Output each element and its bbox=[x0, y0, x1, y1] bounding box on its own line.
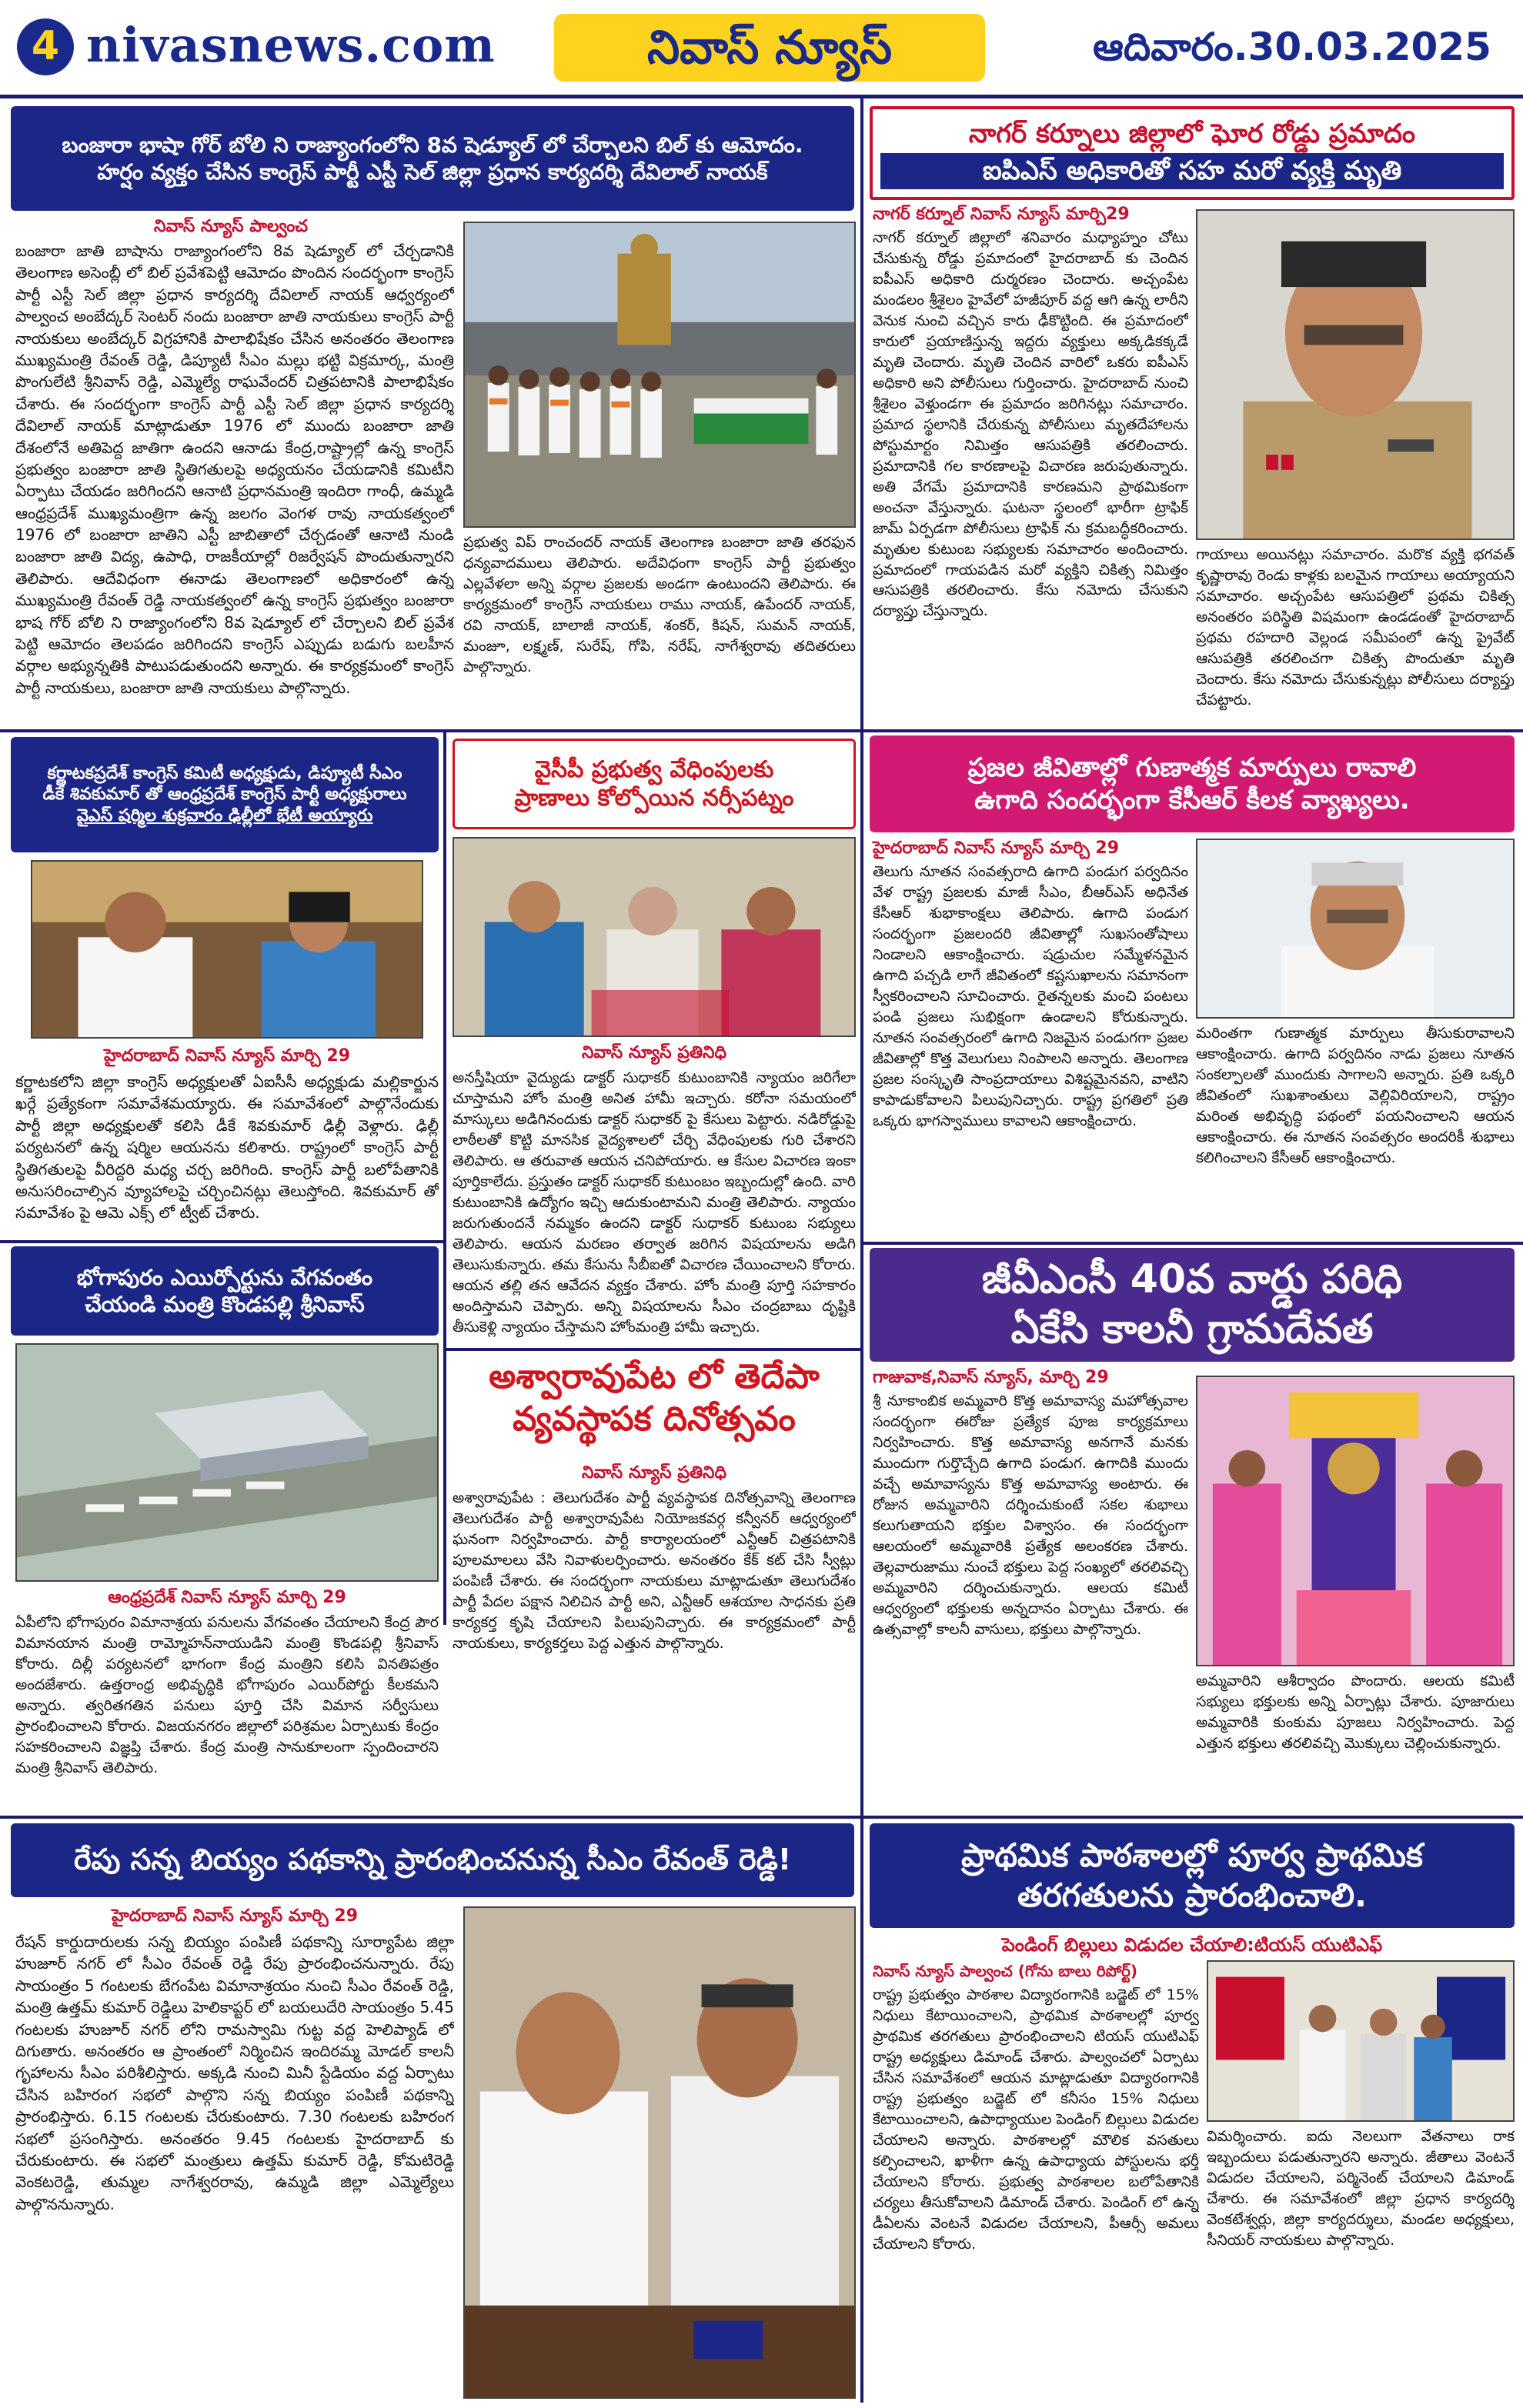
kcr-dateline: హైదరాబాద్ నివాస్ న్యూస్ మార్చి 29 bbox=[873, 839, 1120, 858]
karnataka-photo bbox=[31, 860, 423, 1039]
row-divider bbox=[446, 1348, 860, 1351]
aswaraopeta-headline-line1: అశ్వారావుపేట లో తెదేపా bbox=[489, 1357, 820, 1396]
kcr-headline-line1: ప్రజల జీవితాల్లో గుణాత్మక మార్పులు రావాలి bbox=[967, 752, 1417, 783]
aswaraopeta-body: అశ్వారావుపేట : తెలుగుదేశం పార్టీ వ్యవస్థాపక దినోత్సవాన్ని తెలంగాణ తెలుగుదేశం పార్టీ అశ్వారావుపేట నియోజకవర్గ కన్వీనర్ ఆధ్వర్యంలో ఘనంగా నిర్వహించారు. పార్టీ కార్యాలయంలో ఎన్టీఆర్ చిత్రపటానికి పూలమాలలు వేసి నివాళులర్పించారు. అనంతరం కేక్ కట్ చేసి స్వీట్లు పంపిణీ చేశారు. ఈ సందర్భంగా నాయకులు మాట్లాడుతూ తెలుగుదేశం పార్టీ పేదల పక్షాన నిలిచిన పార్టీ అని, ఎన్టీఆర్ ఆశయాల సాధనకు ప్రతి కార్యకర్త కృషి చేయాలని పిలుపునిచ్చారు. ఈ కార్యక్రమంలో పార్టీ నాయకులు, కార్యకర్తలు పెద్ద ఎత్తున పాల్గొన్నారు. bbox=[453, 1489, 856, 1652]
accident-photo bbox=[1196, 209, 1515, 540]
ghmc-headline bbox=[870, 1248, 1515, 1362]
ysrcp-headline bbox=[453, 739, 856, 829]
ghmc-body: శ్రీ నూకాంబిక అమ్మవారి కొత్త అమావాస్య మహోత్సవాల సందర్భంగా ఈరోజు ప్రత్యేక పూజ కార్యక్రమాలు నిర్వహించారు. కొత్త అమావాస్య అనగానే మనకు ముందుగా గుర్తొచ్చేది ఉగాది పండుగ. ఉగాదికి ముందు వచ్చే అమావాస్యను కొత్త అమావాస్య అంటారు. ఈ రోజున అమ్మవారిని దర్శించుకుంటే సకల శుభాలు కలుగుతాయని భక్తుల విశ్వాసం. ఈ సందర్భంగా ఆలయంలో అమ్మవారికి ప్రత్యేక అలంకరణ చేశారు. తెల్లవారుజాము నుంచే భక్తులు పెద్ద సంఖ్యలో తరలివచ్చి అమ్మవారిని దర్శించుకున్నారు. ఆలయ కమిటీ ఆధ్వర్యంలో భక్తులకు అన్నదానం ఏర్పాటు చేశారు. ఈ ఉత్సవాల్లో కాలనీ వాసులు, భక్తులు పాల్గొన్నారు. bbox=[873, 1392, 1188, 1638]
schools-headline-line2: తరగతులను ప్రారంభించాలి. bbox=[1017, 1876, 1367, 1914]
statue-group-image bbox=[465, 223, 854, 526]
page-number: 4 bbox=[17, 18, 74, 75]
karnataka-headline-line3: వైఎస్ షర్మిల శుక్రవారం ఢిల్లీలో భేటీ అయ్యారు bbox=[76, 805, 373, 825]
cm-revanth-image bbox=[465, 1908, 854, 2397]
bhogapuram-headline-line1: భోగాపురం ఎయిర్పోర్టును వేగవంతం bbox=[76, 1265, 373, 1290]
banjara-headline bbox=[11, 106, 854, 211]
schools-body: రాష్ట్ర ప్రభుత్వం పాఠశాల విద్యారంగానికి బడ్జెట్ లో 15% నిధులు కేటాయించాలని, ప్రాథమిక పాఠశాలల్లో పూర్వ ప్రాథమిక తరగతులు ప్రారంభించాలని టియస్ యుటిఎఫ్ రాష్ట్ర అధ్యక్షులు డిమాండ్ చేశారు. పాల్వంచలో ఏర్పాటు చేసిన సమావేశంలో ఆయన మాట్లాడుతూ విద్యారంగానికి రాష్ట్ర ప్రభుత్వం బడ్జెట్ లో కనీసం 15% నిధులు కేటాయించాలని, ఉపాధ్యాయుల పెండింగ్ బిల్లులు విడుదల చేయాలని అన్నారు. పాఠశాలల్లో మౌలిక వసతులు కల్పించాలని, ఖాళీగా ఉన్న ఉపాధ్యాయ పోస్టులను భర్తీ చేయాలని కోరారు. ప్రభుత్వ పాఠశాలల బలోపేతానికి చర్యలు తీసుకోవాలని డిమాండ్ చేశారు. పెండింగ్ లో ఉన్న డీఏలను వెంటనే విడుదల చేయాలని, పీఆర్సీ అమలు చేయాలని కోరారు. bbox=[873, 1986, 1199, 2253]
accident-body: నాగర్ కర్నూల్ జిల్లాలో శనివారం మధ్యాహ్నం చోటు చేసుకున్న రోడ్డు ప్రమాదంలో హైదరాబాద్ కు చెందిన ఐపీఎస్ అధికారి దుర్మరణం చెందారు. అచ్చంపేట మండలం శ్రీశైలం హైవేలో హజీపూర్ వద్ద ఆగి ఉన్న లారీని వెనుక నుంచి వచ్చిన కారు ఢీకొట్టింది. ఈ ప్రమాదంలో కారులో ప్రయాణిస్తున్న ఇద్దరు వ్యక్తులు అక్కడికక్కడే మృతి చెందారు. మృతి చెందిన వారిలో ఒకరు ఐపీఎస్ అధికారి అని పోలీసులు గుర్తించారు. హైదరాబాద్ నుంచి శ్రీశైలం వెళ్తుండగా ఈ ప్రమాదం జరిగినట్లు సమాచారం. ప్రమాద స్థలానికి చేరుకున్న పోలీసులు మృతదేహాలను పోస్టుమార్టం నిమిత్తం ఆసుపత్రికి తరలించారు. ప్రమాదానికి గల కారణాలపై విచారణ జరుపుతున్నారు. అతి వేగమే ప్రమాదానికి కారణమని ప్రాథమికంగా అంచనా వేస్తున్నారు. ఘటనా స్థలంలో భారీగా ట్రాఫిక్ జామ్ ఏర్పడగా పోలీసులు ట్రాఫిక్ ను క్రమబద్ధీకరించారు. మృతుల కుటుంబ సభ్యులకు సమాచారం అందించారు. ప్రమాదంలో గాయపడిన మరో వ్యక్తిని చికిత్స నిమిత్తం ఆసుపత్రికి తరలించారు. కేసు నమోదు చేసుకుని దర్యాప్తు చేస్తున్నారు. bbox=[873, 229, 1188, 620]
airport-image bbox=[17, 1345, 437, 1580]
bhogapuram-body: ఏపీలోని భోగాపురం విమానాశ్రయ పనులను వేగవంతం చేయాలని కేంద్ర పౌర విమానయాన మంత్రి రామ్మోహన్‌నాయుడిని మంత్రి కొండపల్లి శ్రీనివాస్ కోరారు. దిల్లీ పర్యటనలో భాగంగా కేంద్ర మంత్రిని కలిసి వినతిపత్రం అందజేశారు. ఉత్తరాంధ్ర అభివృద్ధికి భోగాపురం ఎయిర్‌పోర్టు కీలకమని అన్నారు. త్వరితగతిన పనులు పూర్తి చేసి విమాన సర్వీసులు ప్రారంభించాలని కోరారు. విజయనగరం జిల్లాలో పరిశ్రమల ఏర్పాటుకు కేంద్రం సహకరించాలని విజ్ఞప్తి చేశారు. కేంద్ర మంత్రి సానుకూలంగా స్పందించారని మంత్రి శ్రీనివాస్ తెలిపారు. bbox=[15, 1614, 439, 1776]
bhogapuram-headline bbox=[11, 1246, 439, 1336]
accident-headline-line2: ఐపిఎస్ అధికారితో సహ మరో వ్యక్తి మృతి bbox=[880, 153, 1504, 189]
banjara-dateline: నివాస్ న్యూస్ పాల్వంచ bbox=[154, 217, 308, 236]
bhogapuram-headline-line2: చేయండి మంత్రి కొండపల్లి శ్రీనివాస్ bbox=[85, 1292, 365, 1317]
schools-subheadline: పెండింగ్ బిల్లులు విడుదల చేయాలి:టియస్ యుటిఎఫ్ bbox=[1001, 1934, 1383, 1956]
schools-dateline: నివాస్ న్యూస్ పాల్వంచ (గోను బాలు రిపోర్ట్) bbox=[873, 1962, 1137, 1980]
accident-caption: గాయాలు అయినట్లు సమాచారం. మరొక వ్యక్తి భగవత్ కృష్ణారావు రెండు కాళ్లకు బలమైన గాయాలు అయ్యాయని సమాచారం. అచ్చంపేట ఆసుపత్రిలో ప్రథమ చికిత్స అనంతరం పరిస్థితి విషమంగా ఉండడంతో హైదరాబాద్ ప్రథమ రహదారి వెల్లండ సమీపంలో ఉన్న ప్రైవేట్ ఆసుపత్రికి తరలించగా చికిత్స పొందుతూ మృతి చెందారు. కేసు నమోదు చేసుకున్నట్లు పోలీసులు దర్యాప్తు చేపట్టారు. bbox=[1196, 546, 1515, 709]
row-divider bbox=[863, 1242, 1523, 1245]
karnataka-headline bbox=[11, 737, 439, 852]
revanth-dateline: హైదరాబాద్ నివాస్ న్యూస్ మార్చి 29 bbox=[111, 1906, 359, 1926]
temple-goddess-image bbox=[1197, 1377, 1513, 1665]
kcr-caption: మరింతగా గుణాత్మక మార్పులు తీసుకురావాలని ఆకాంక్షించారు. ఉగాది పర్వదినం నాడు ప్రజలు నూతన సంకల్పాలతో ముందుకు సాగాలని అన్నారు. ప్రతి ఒక్కరి జీవితంలో సుఖశాంతులు వెల్లివిరియాలని, రాష్ట్రం మరింత అభివృద్ధి పథంలో పయనించాలని ఆయన ఆకాంక్షించారు. ఈ నూతన సంవత్సరం అందరికీ శుభాలు కలిగించాలని కేసీఆర్ ఆకాంక్షించారు. bbox=[1196, 1025, 1515, 1166]
utf-meeting-image bbox=[1208, 1962, 1513, 2120]
kcr-headline-line2: ఉగాది సందర్భంగా కేసీఆర్ కీలక వ్యాఖ్యలు. bbox=[974, 785, 1410, 815]
karnataka-dateline: హైదరాబాద్ నివాస్ న్యూస్ మార్చి 29 bbox=[103, 1046, 351, 1066]
accident-dateline: నాగర్ కర్నూల్ నివాస్ న్యూస్ మార్చి29 bbox=[873, 205, 1130, 224]
banjara-caption: ప్రభుత్వ విప్ రాంచందర్ నాయక్ తెలంగాణ బంజారా జాతి తరఫున ధన్యవాదములు తెలిపారు. అదేవిధంగా కాంగ్రెస్ పార్టీ ప్రభుత్వం ఎల్లవేళలా అన్ని వర్గాల ప్రజలకు అండగా ఉంటుందని తెలిపారు. ఈ కార్యక్రమంలో కాంగ్రెస్ నాయకులు రాము నాయక్, ఉపేందర్ నాయక్, రవి నాయక్, బాలాజీ నాయక్, శంకర్, కిషన్, సుమన్ నాయక్, మంజూ, లక్ష్మణ్, సురేష్, గోపి, నరేష్, నాగేశ్వరావు తదితరులు పాల్గొన్నారు. bbox=[463, 534, 856, 675]
ysrcp-headline-line2: ప్రాణాలు కోల్పోయిన నర్సీపట్నం bbox=[514, 785, 794, 812]
schools-headline bbox=[870, 1823, 1515, 1928]
aswaraopeta-headline-line2: వ్యవస్థాపక దినోత్సవం bbox=[513, 1399, 796, 1439]
banjara-headline-line1: బంజారా భాషా గోర్ బోలి ని రాజ్యాంగంలోని 8వ షెడ్యూల్ లో చేర్చాలని బిల్ కు ఆమోదం. bbox=[62, 132, 803, 158]
kcr-image bbox=[1197, 840, 1513, 1017]
banjara-body: బంజారా జాతి బాషాను రాజ్యాంగంలోని 8వ షెడ్యూల్ లో చేర్చడానికి తెలంగాణ అసెంబ్లీ లో బిల్ ప్రవేశపెట్టి ఆమోదం పొందిన సందర్భంగా కాంగ్రెస్ పార్టీ ఎస్టీ సెల్ జిల్లా ప్రధాన కార్యదర్శి దేవిలాల్ నాయక్ ఆధ్వర్యంలో పాల్వంచ అంబేద్కర్ సెంటర్ నందు బంజారా జాతి నాయకులు కాంగ్రెస్ పార్టీ నాయకులు అంబేద్కర్ విగ్రహానికి పాలాభిషేకం చేసిన అనంతరం తెలంగాణ ముఖ్యమంత్రి రేవంత్ రెడ్డి, డిప్యూటీ సీఎం మల్లు భట్టి విక్రమార్క, మంత్రి పొంగులేటి శ్రీనివాస్ రెడ్డి, ఎమ్మెల్యే రాఘవేందర్ చిత్రపటానికి పాలాభిషేకం చేశారు. ఈ సందర్భంగా కాంగ్రెస్ పార్టీ ఎస్టీ సెల్ జిల్లా ప్రధాన కార్యదర్శి దేవిలాల్ నాయక్ మాట్లాడుతూ 1976 లో ముందు బంజారా జాతి దేశంలోనే అతిపెద్ద జాతిగా ఉందని ఆనాడు కేంద్ర,రాష్ట్రాల్లో ఉన్న కాంగ్రెస్ ప్రభుత్వం బంజారా జాతి స్థితిగతులపై అధ్యయనం చేయడానికి కమిటీని ఏర్పాటు చేయడం జరిగిందని ఆనాటి ప్రధానమంత్రి ఇందిరా గాంధీ, ఉమ్మడి ఆంధ్రప్రదేశ్ ముఖ్యమంత్రిగా ఉన్న జలగం వెంగళ రావు నాయకత్వంలో 1976 లో బంజారా జాతిని ఎస్టీ జాబితాలో చేర్చడంతో ఆనాటి నుండి బంజారా జాతి విద్య, ఉపాధి, రాజకీయాల్లో రిజర్వేషన్ పొందుతున్నారని తెలిపారు. ఆదేవిధంగా ఈనాడు తెలంగాణలో అధికారంలో ఉన్న ముఖ్యమంత్రి రేవంత్ రెడ్డి నాయకత్వంలో ఉన్న కాంగ్రెస్ ప్రభుత్వం బంజారా భాష గోర్ బోలి ని రాజ్యాంగంలోని 8వ షెడ్యూల్ లో చేర్చాలని బిల్ ప్రవేశ పెట్టి ఆమోదం తెలపడం జరిగిందని కాంగ్రెస్ ఎప్పుడు బడుగు బలహీన వర్గాల అభ్యున్నతికి పాటుపడుతుందని అన్నారు. ఈ కార్యక్రమంలో కాంగ్రెస్ పార్టీ నాయకులు, బంజారా జాతి నాయకులు పాల్గొన్నారు. bbox=[15, 242, 454, 697]
ysrcp-body: అనస్తీషియా వైద్యుడు డాక్టర్ సుధాకర్ కుటుంబానికి న్యాయం జరిగేలా చూస్తామని హోం మంత్రి అనిత హామీ ఇచ్చారు. కరోనా సమయంలో మాస్కులు అడిగినందుకు డాక్టర్ సుధాకర్ పై కేసులు పెట్టారు. నడిరోడ్డుపై లాఠీలతో కొట్టి మానసిక వైద్యశాలలో చేర్చి వేధింపులకు గురి చేశారని తెలిపారు. ఆ తరువాత ఆయన చనిపోయారు. ఆ కేసుల విచారణ ఇంకా పూర్తికాలేదు. ప్రస్తుతం డాక్టర్ సుధాకర్ కుటుంబం ఇబ్బందుల్లో ఉంది. వారి కుటుంబానికి ఉద్యోగం ఇచ్చి ఆదుకుంటామని మంత్రి తెలిపారు. న్యాయం జరుగుతుందనే నమ్మకం ఉందని డాక్టర్ సుధాకర్ కుటుంబ సభ్యులు తెలిపారు. ఆయన మరణం తర్వాత జరిగిన విషయాలను అడిగి తెలుసుకున్నారు. తమ కేసును సీబీఐతో విచారణ చేయించాలని కోరారు. ఆయన తల్లి తన ఆవేదన వ్యక్తం చేశారు. హోం మంత్రి పూర్తి సహకారం అందిస్తామని చెప్పారు. అన్ని విషయాలను సీఎం చంద్రబాబు దృష్టికి తీసుకెళ్లి న్యాయం చేస్తామని హోంమంత్రి హామీ ఇచ్చారు. bbox=[453, 1069, 856, 1336]
ghmc-headline-line1: జీవీఎంసీ 40వ వార్డు పరిధి bbox=[981, 1256, 1403, 1302]
bhogapuram-photo bbox=[15, 1343, 439, 1582]
schools-headline-line1: ప్రాథమిక పాఠశాలల్లో పూర్వ ప్రాథమిక bbox=[961, 1836, 1423, 1874]
revanth-body: రేషన్ కార్డుదారులకు సన్న బియ్యం పంపిణీ పథకాన్ని సూర్యాపేట జిల్లా హుజూర్ నగర్ లో సీఎం రేవంత్ రెడ్డి రేపు ప్రారంభించనున్నారు. రేపు సాయంత్రం 5 గంటలకు బేగంపేట విమానాశ్రయం నుంచి సీఎం రేవంత్ రెడ్డి, మంత్రి ఉత్తమ్ కుమార్ రెడ్డిలు హెలికాప్టర్ లో బయలుదేరి సాయంత్రం 5.45 గంటలకు హుజూర్ నగర్ లోని రామస్వామి గుట్ట వద్ద హెలిప్యాడ్ లో దిగుతారు. అనంతరం ఆ ప్రాంతంలో నిర్మించిన ఇందిరమ్మ మోడల్ కాలనీ గృహాలను సీఎం పరిశీలిస్తారు. అక్కడి నుంచి మినీ స్టేడియం వద్ద ఏర్పాటు చేసిన బహిరంగ సభలో పాల్గొని సన్న బియ్యం పంపిణీ పథకాన్ని ప్రారంభిస్తారు. 6.15 గంటలకు చేరుకుంటారు. 7.30 గంటలకు బహిరంగ సభలో ప్రసంగిస్తారు. అనంతరం 9.45 గంటలకు హైదరాబాద్ కు చేరుకుంటారు. ఈ సభలో మంత్రులు ఉత్తమ్ కుమార్ రెడ్డి, కోమటిరెడ్డి వెంకటరెడ్డి, తుమ్మల నాగేశ్వరరావు, ఉమ్మడి జిల్లా ఎమ్మెల్యేలు పాల్గొననున్నారు. bbox=[15, 1933, 454, 2213]
website-name[interactable]: nivasnews.com bbox=[86, 17, 496, 73]
bhogapuram-dateline: ఆంధ్రప్రదేశ్ నివాస్ న్యూస్ మార్చి 29 bbox=[108, 1588, 346, 1607]
column-divider bbox=[860, 98, 863, 2403]
ghmc-headline-line2: ఏకేసి కాలనీ గ్రామదేవత bbox=[1010, 1306, 1374, 1352]
ghmc-dateline: గాజువాక,నివాస్ న్యూస్, మార్చి 29 bbox=[873, 1368, 1109, 1387]
ghmc-photo bbox=[1196, 1376, 1515, 1666]
karnataka-body: కర్ణాటకలోని జిల్లా కాంగ్రెస్ అధ్యక్షులతో ఏఐసీసీ అధ్యక్షుడు మల్లికార్జున ఖర్గే ప్రత్యేకంగా సమావేశమయ్యారు. ఈ సమావేశంలో పాల్గొనేందుకు పార్టీ జిల్లా అధ్యక్షులతో కలిసి డీకే శివకుమార్ ఢిల్లీ వెళ్లారు. ఢిల్లీ పర్యటనలో ఉన్న షర్మిల ఆయనను కలిశారు. రాష్ట్రంలో కాంగ్రెస్ పార్టీ స్థితిగతులపై వీరిద్దరి మధ్య చర్చ జరిగింది. కాంగ్రెస్ పార్టీ బలోపేతానికి అనుసరించాల్సిన వ్యూహాలపై చర్చించినట్లు తెలుస్తోంది. శివకుమార్ తో సమావేశం పై ఆమె ఎక్స్ లో ట్వీట్ చేశారు. bbox=[15, 1072, 439, 1222]
banjara-headline-line2: హర్షం వ్యక్తం చేసిన కాంగ్రెస్ పార్టీ ఎస్టీ సెల్ జిల్లా ప్రధాన కార్యదర్శి దేవిలాల్ నాయక్ bbox=[97, 159, 768, 185]
kcr-photo bbox=[1196, 839, 1515, 1019]
karnataka-headline-line2: డీకే శివకుమార్ తో ఆంధ్రప్రదేశ్ కాంగ్రెస్ పార్టీ అధ్యక్షురాలు bbox=[42, 785, 407, 805]
aswaraopeta-dateline: నివాస్ న్యూస్ ప్రతినిధి bbox=[581, 1463, 727, 1482]
ysrcp-headline-line1: వైసీపీ ప్రభుత్వ వేధింపులకు bbox=[534, 755, 774, 783]
brand-logo: నివాస్ న్యూస్ bbox=[554, 14, 985, 82]
schools-caption: విమర్శించారు. ఐదు నెలలుగా వేతనాలు రాక ఇబ్బందులు పడుతున్నారని అన్నారు. జీతాలు వెంటనే విడుదల చేయాలని, పర్మినెంట్ చేయాలని డిమాండ్ చేశారు. ఈ సమావేశంలో జిల్లా ప్రధాన కార్యదర్శి వెంకటేశ్వర్లు, జిల్లా కార్యదర్శులు, మండల అధ్యక్షులు, సీనియర్ నాయకులు పాల్గొన్నారు. bbox=[1207, 2128, 1515, 2249]
karnataka-headline-line1: కర్ణాటకప్రదేశ్ కాంగ్రెస్ కమిటీ అధ్యక్షుడు, డిప్యూటీ సీఎం bbox=[47, 763, 402, 783]
accident-headline-line1: నాగర్ కర్నూలు జిల్లాలో ఘోర రోడ్డు ప్రమాదం bbox=[968, 118, 1416, 149]
kcr-headline bbox=[870, 735, 1515, 832]
revanth-photo bbox=[463, 1906, 856, 2399]
accident-headline bbox=[870, 106, 1515, 200]
schools-photo bbox=[1207, 1960, 1515, 2122]
row-divider bbox=[0, 1240, 443, 1243]
column-divider-inner bbox=[443, 732, 446, 1625]
banjara-photo bbox=[463, 222, 856, 528]
row-divider bbox=[0, 1816, 1523, 1819]
sharmila-shivakumar-image bbox=[32, 862, 422, 1037]
ysrcp-dateline: నివాస్ న్యూస్ ప్రతినిధి bbox=[581, 1043, 727, 1062]
family-visit-image bbox=[454, 839, 854, 1036]
revanth-headline bbox=[11, 1823, 854, 1897]
kcr-body: తెలుగు నూతన సంవత్సరాది ఉగాది పండుగ పర్వదినం వేళ రాష్ట్ర ప్రజలకు మాజీ సీఎం, బీఆర్ఎస్ అధినేత కేసీఆర్ శుభాకాంక్షలు తెలిపారు. ఉగాది పండుగ సందర్భంగా ప్రజలందరి జీవితాల్లో సుఖసంతోషాలు నిండాలని ఆకాంక్షించారు. షడ్రుచుల సమ్మేళనమైన ఉగాది పచ్చడి లాగే జీవితంలో కష్టసుఖాలను సమానంగా స్వీకరించాలని సూచించారు. రైతన్నలకు మంచి పంటలు పండి ప్రజలు సుభిక్షంగా ఉండాలని కోరుకున్నారు. నూతన సంవత్సరంలో ఉగాది నిజమైన పండుగగా ప్రజల జీవితాల్లో కొత్త వెలుగులు నింపాలని అన్నారు. తెలంగాణ ప్రజల సంస్కృతి సాంప్రదాయాలు విశిష్టమైనవని, వాటిని కాపాడుకోవాలని పిలుపునిచ్చారు. రాష్ట్ర ప్రగతిలో ప్రతి ఒక్కరు భాగస్వాములు కావాలని ఆకాంక్షించారు. bbox=[873, 863, 1188, 1129]
issue-date: ఆదివారం.30.03.2025 bbox=[1093, 25, 1491, 69]
row-divider bbox=[0, 729, 1523, 732]
ysrcp-photo bbox=[453, 837, 856, 1037]
aswaraopeta-headline bbox=[453, 1356, 856, 1456]
ips-officer-image bbox=[1197, 211, 1513, 539]
revanth-headline-text: రేపు సన్న బియ్యం పథకాన్ని ప్రారంభించనున్న సీఎం రేవంత్ రెడ్డి! bbox=[73, 1843, 792, 1877]
ghmc-caption: అమ్మవారిని ఆశీర్వాదం పొందారు. ఆలయ కమిటీ సభ్యులు భక్తులకు అన్ని ఏర్పాట్లు చేశారు. పూజారులు అమ్మవారికి కుంకుమ పూజలు నిర్వహించారు. పెద్ద ఎత్తున భక్తులు తరలివచ్చి మొక్కులు చెల్లించుకున్నారు. bbox=[1196, 1673, 1515, 1752]
